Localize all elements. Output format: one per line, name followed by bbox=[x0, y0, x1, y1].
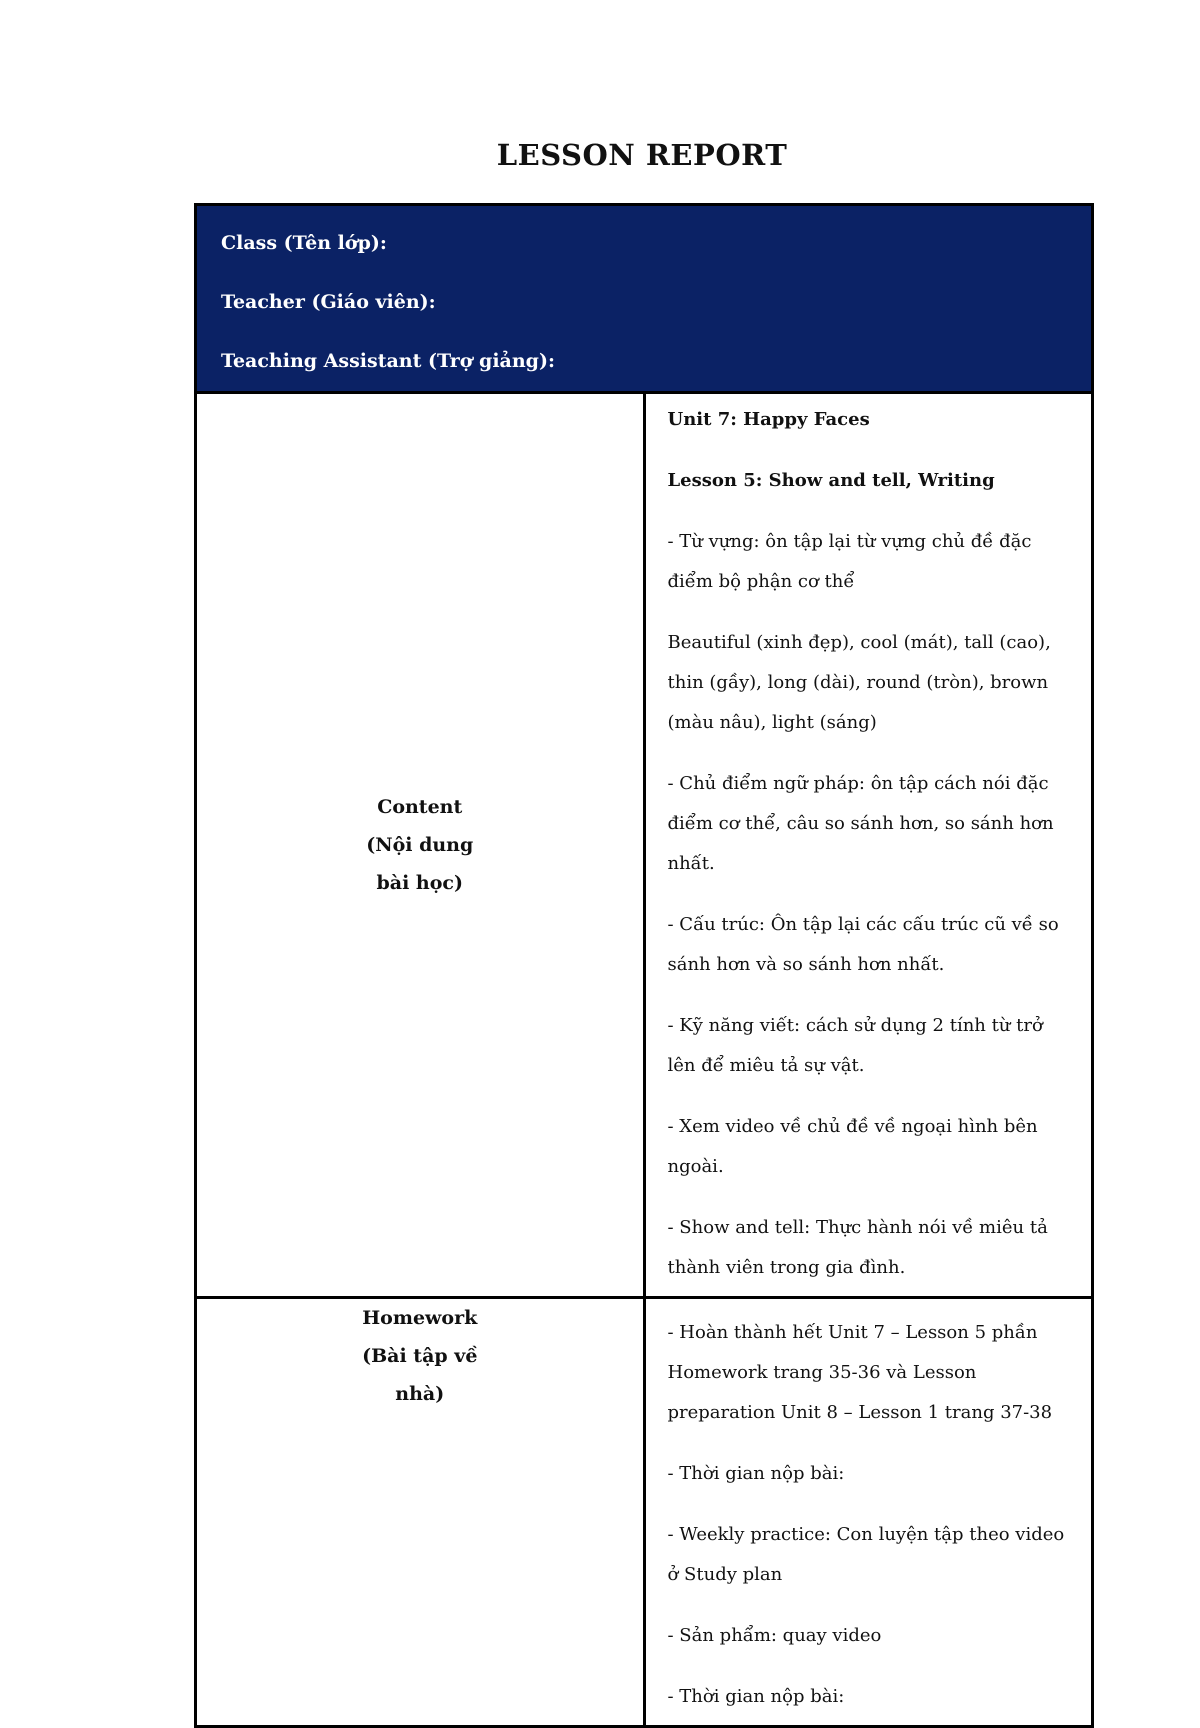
homework-label-line1: Homework bbox=[362, 1307, 478, 1329]
unit-title: Unit 7: Happy Faces bbox=[667, 409, 870, 430]
homework-label-cell bbox=[196, 1298, 645, 1727]
content-item-writing: - Kỹ năng viết: cách sử dụng 2 tính từ trở lên để miêu tả sự vật. bbox=[667, 1015, 1043, 1076]
class-label: Class (Tên lớp): bbox=[221, 232, 387, 254]
homework-body-cell bbox=[644, 1298, 1093, 1727]
content-item-structure: - Cấu trúc: Ôn tập lại các cấu trúc cũ về so sánh hơn và so sánh hơn nhất. bbox=[667, 914, 1059, 975]
teacher-label: Teacher (Giáo viên): bbox=[221, 291, 436, 313]
homework-row bbox=[196, 1298, 1093, 1727]
lesson-title: Lesson 5: Show and tell, Writing bbox=[667, 470, 995, 491]
header-row bbox=[196, 205, 1093, 393]
teaching-assistant-label: Teaching Assistant (Trợ giảng): bbox=[221, 350, 555, 372]
content-label-cell bbox=[196, 393, 645, 1298]
content-row bbox=[196, 393, 1093, 1298]
header-cell bbox=[196, 205, 1093, 393]
homework-item-assignment: - Hoàn thành hết Unit 7 – Lesson 5 phần Homework trang 35-36 và Lesson preparation Unit 8 – Lesson 1 trang 37-38 bbox=[667, 1322, 1053, 1423]
homework-item-deadline-2: - Thời gian nộp bài: bbox=[667, 1686, 845, 1707]
homework-item-deadline: - Thời gian nộp bài: bbox=[667, 1463, 845, 1484]
lesson-report-table bbox=[194, 203, 1094, 1728]
homework-item-product: - Sản phẩm: quay video bbox=[667, 1625, 882, 1646]
content-item-vocabulary: - Từ vựng: ôn tập lại từ vựng chủ đề đặc điểm bộ phận cơ thể bbox=[667, 531, 1032, 592]
content-item-video: - Xem video về chủ đề về ngoại hình bên ngoài. bbox=[667, 1116, 1038, 1177]
content-item-grammar: - Chủ điểm ngữ pháp: ôn tập cách nói đặc điểm cơ thể, câu so sánh hơn, so sánh hơn nhất. bbox=[667, 773, 1054, 874]
content-label-line1: Content bbox=[377, 796, 463, 818]
content-label-line2: (Nội dung bbox=[366, 834, 474, 856]
content-body-cell bbox=[644, 393, 1093, 1298]
page-title: LESSON REPORT bbox=[496, 138, 788, 172]
homework-label-line3: nhà) bbox=[395, 1383, 445, 1405]
homework-item-weekly-practice: - Weekly practice: Con luyện tập theo video ở Study plan bbox=[667, 1524, 1065, 1585]
content-label-line3: bài học) bbox=[376, 872, 463, 894]
content-item-show-and-tell: - Show and tell: Thực hành nói về miêu tả thành viên trong gia đình. bbox=[667, 1217, 1048, 1278]
content-item-vocabulary-list: Beautiful (xinh đẹp), cool (mát), tall (cao), thin (gầy), long (dài), round (tròn), brown (màu nâu), light (sáng) bbox=[667, 632, 1051, 733]
homework-label-line2: (Bài tập về bbox=[362, 1345, 478, 1367]
